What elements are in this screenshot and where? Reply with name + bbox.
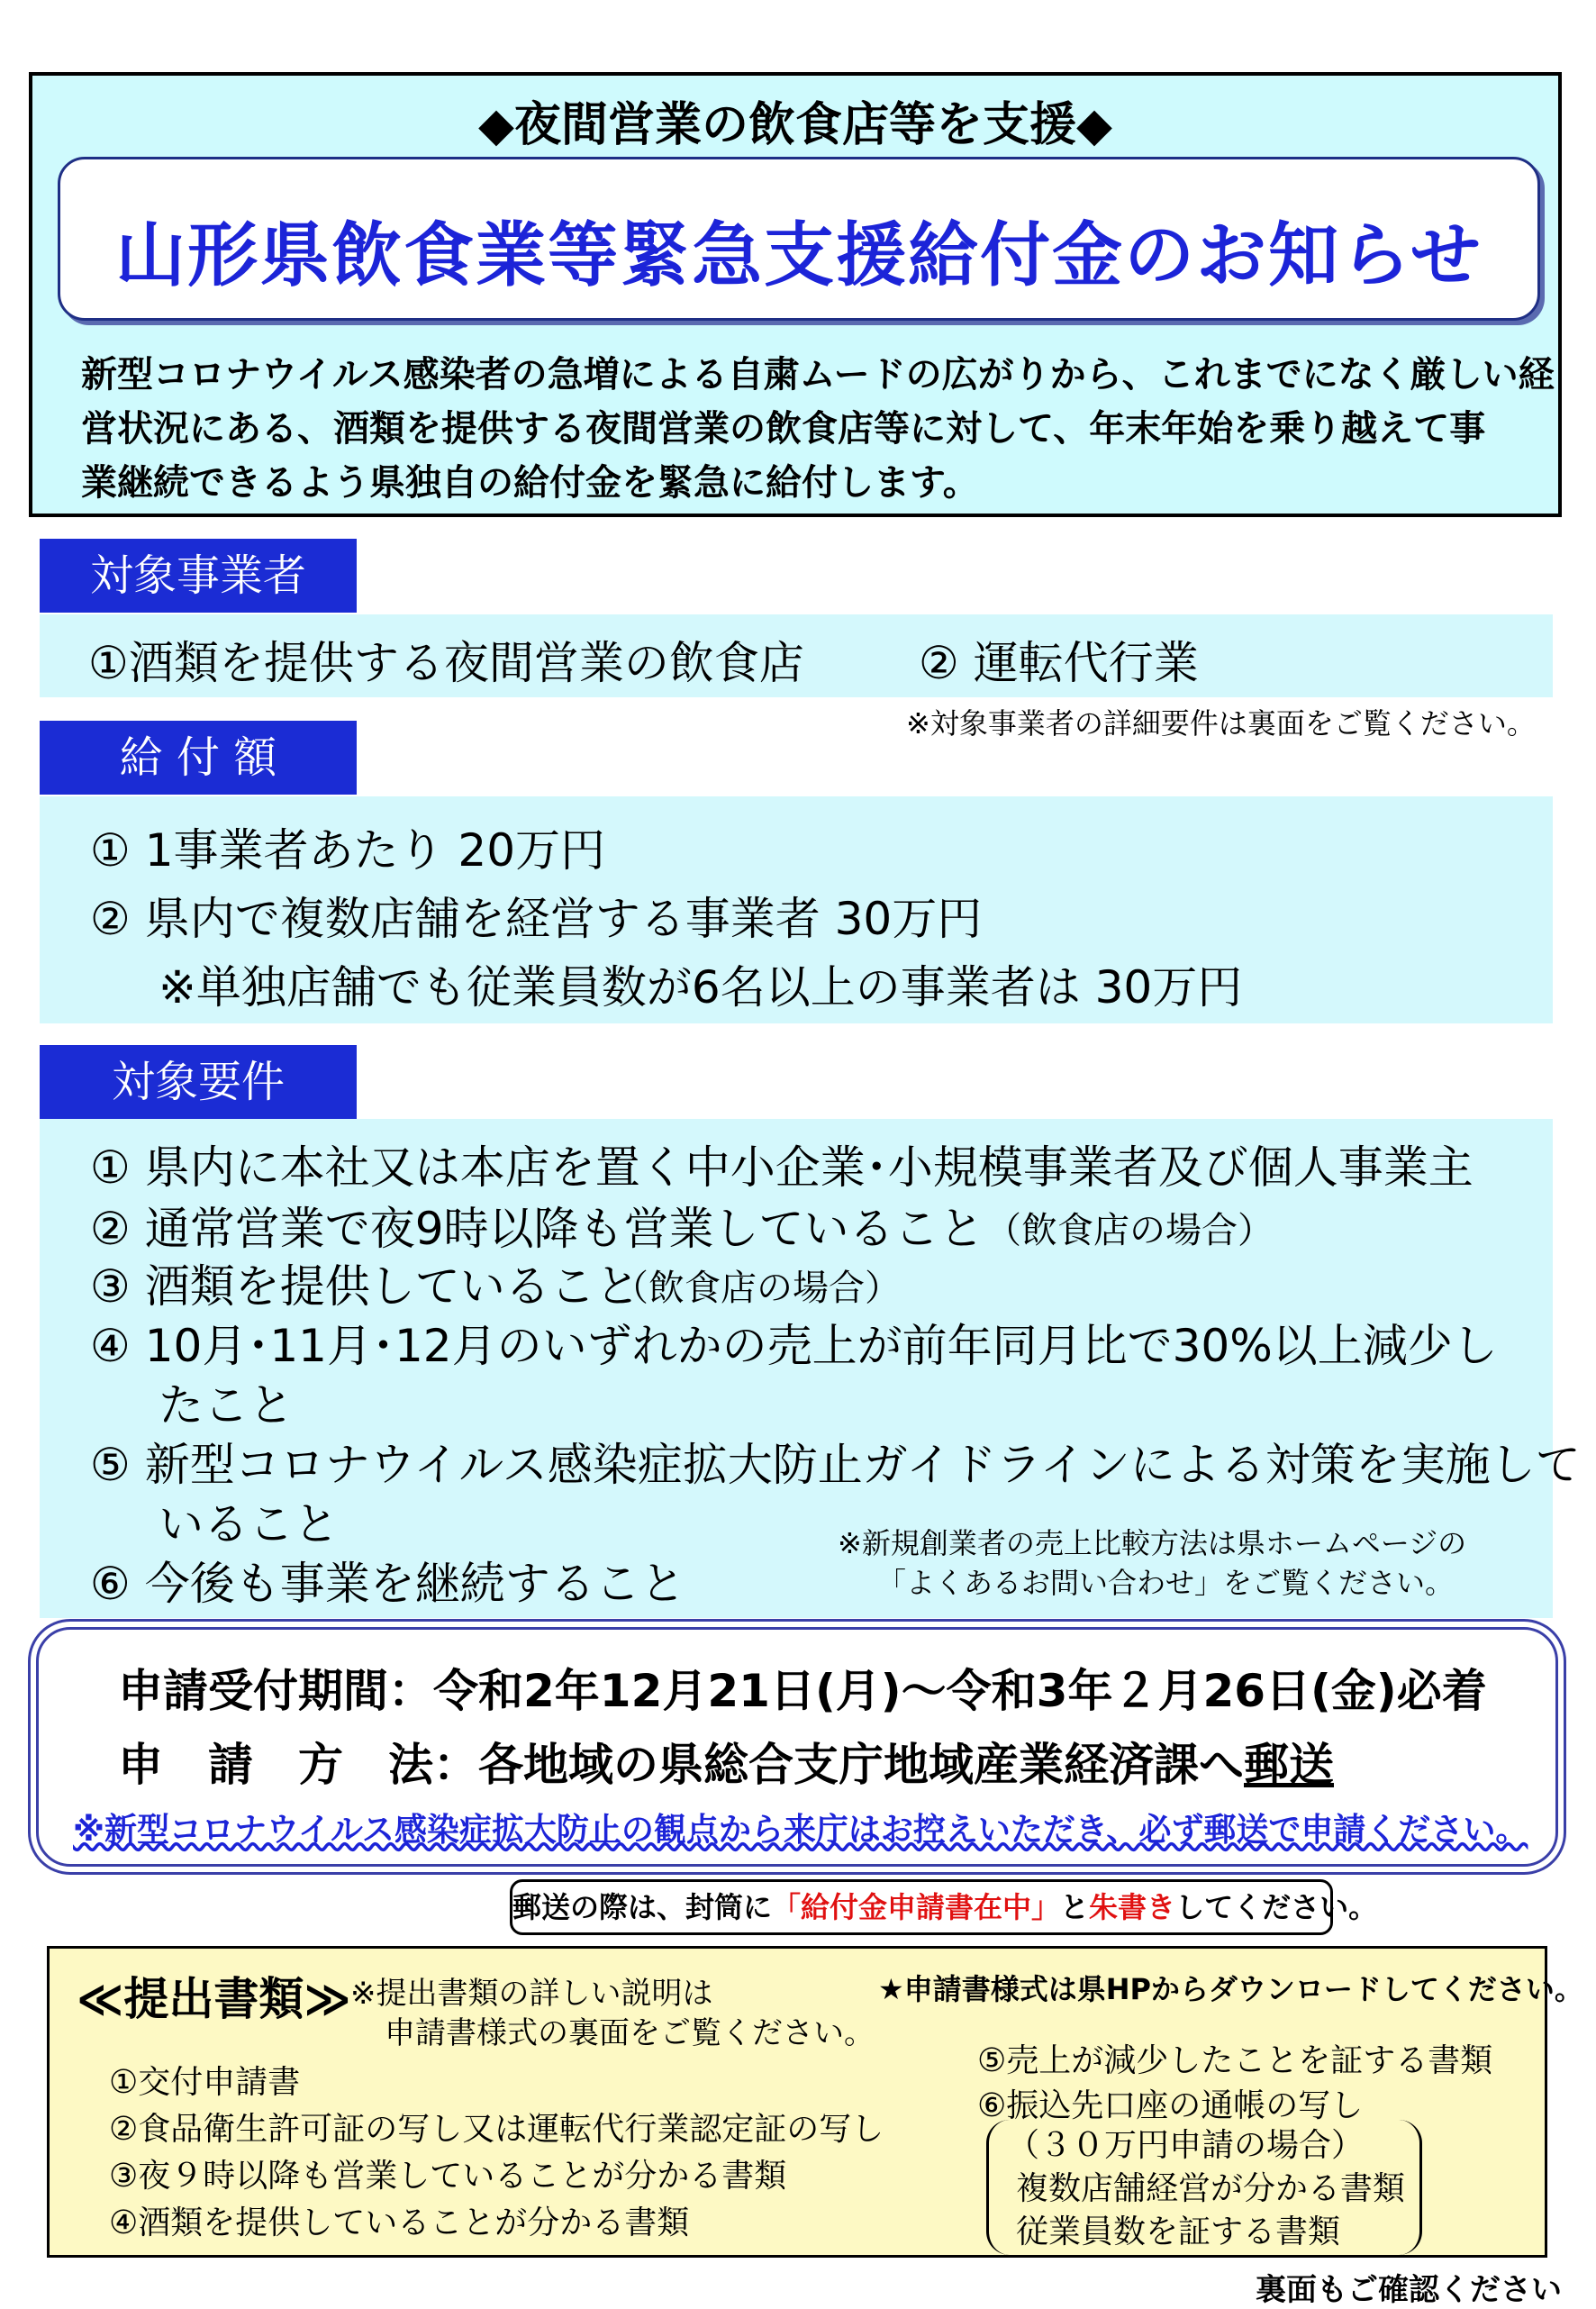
- title-box: [58, 157, 1540, 321]
- requirement-2: ② 通常営業で夜9時以降も営業していること: [90, 1203, 984, 1255]
- eligible-note: ※対象事業者の詳細要件は裏面をご覧ください。: [906, 706, 1536, 741]
- eligible-label: 対象事業者: [40, 539, 357, 613]
- document-group-bracket: [986, 2120, 1422, 2255]
- requirements-note-1: ※新規創業者の売上比較方法は県ホームページの: [838, 1526, 1467, 1560]
- document-item-2: ②食品衛生許可証の写し又は運転代行業認定証の写し: [109, 2111, 884, 2148]
- period-label: 申請受付期間: [118, 1665, 388, 1717]
- amount-line-2: ② 県内で複数店舗を経営する事業者 30万円: [90, 893, 983, 945]
- requirements-panel: [40, 1119, 1581, 1618]
- mail-note-middle: と: [1060, 1890, 1090, 1924]
- mail-note-before: 郵送の際は、封筒に: [512, 1890, 773, 1924]
- document-item-6: ⑥振込先口座の通帳の写し: [977, 2087, 1364, 2124]
- requirement-2-note: （飲食店の場合）: [985, 1210, 1274, 1251]
- requirement-3-note: （飲食店の場合）: [612, 1268, 901, 1309]
- back-note: 裏面もご確認ください: [1256, 2272, 1562, 2308]
- eligible-item-2: ② 運転代行業: [919, 637, 1199, 689]
- application-warning: ※新型コロナウイルス感染症拡大防止の観点から来庁はお控えいただき、必ず郵送で申請ください。: [73, 1812, 1528, 1849]
- header-box: [29, 72, 1562, 517]
- eligible-item-1: ①酒類を提供する夜間営業の飲食店: [88, 637, 804, 689]
- method-value: ：各地域の県総合支庁地域産業経済課へ: [433, 1739, 1244, 1791]
- header-subtitle: ◆夜間営業の飲食店等を支援◆: [478, 98, 1112, 152]
- document-group-item-1: 複数店舗経営が分かる書類: [1016, 2170, 1406, 2207]
- mail-note-red-2: 朱書き: [1089, 1890, 1176, 1924]
- period-value: ：令和2年12月21日(月)～令和3年２月26日(金)必着: [388, 1665, 1487, 1717]
- intro-line-2: 営状況にある、酒類を提供する夜間営業の飲食店等に対して、年末年始を乗り越えて事: [81, 408, 1486, 450]
- requirement-4-cont: たこと: [159, 1379, 294, 1432]
- mail-note-red-1: 「給付金申請書在中」: [772, 1890, 1061, 1924]
- documents-title: ≪提出書類≫: [77, 1973, 351, 2025]
- mail-note-after: してください。: [1175, 1890, 1378, 1924]
- requirement-4: ④ 10月･11月･12月のいずれかの売上が前年同月比で30%以上減少し: [90, 1320, 1498, 1372]
- method-label: 申 請 方 法: [118, 1739, 433, 1791]
- documents-box: [47, 1946, 1583, 2258]
- method-emphasis: 郵送: [1244, 1739, 1334, 1791]
- page-title: 山形県飲食業等緊急支援給付金のお知らせ: [115, 215, 1483, 296]
- amount-line-1: ① 1事業者あたり 20万円: [90, 824, 606, 877]
- requirements-note-2: 「よくあるお問い合わせ」をご覧ください。: [877, 1566, 1455, 1600]
- document-item-1: ①交付申請書: [109, 2064, 301, 2101]
- eligible-panel: [40, 614, 1553, 697]
- application-period: [118, 1655, 1487, 1720]
- amount-line-3: ※単独店舗でも従業員数が6名以上の事業者は 30万円: [159, 961, 1243, 1014]
- intro-line-1: 新型コロナウイルス感染者の急増による自粛ムードの広がりから、これまでになく厳しい経: [81, 354, 1555, 395]
- document-group-item-2: 従業員数を証する書類: [1016, 2214, 1341, 2250]
- requirement-1: ① 県内に本社又は本店を置く中小企業･小規模事業者及び個人事業主: [90, 1141, 1474, 1194]
- requirement-3: ③ 酒類を提供していること: [90, 1260, 640, 1313]
- documents-note-1: ※提出書類の詳しい説明は: [350, 1976, 713, 2012]
- application-method: [118, 1729, 1334, 1794]
- document-item-5: ⑤売上が減少したことを証する書類: [977, 2042, 1493, 2079]
- document-item-3: ③夜９時以降も営業していることが分かる書類: [109, 2158, 787, 2195]
- document-item-4: ④酒類を提供していることが分かる書類: [109, 2204, 690, 2241]
- requirement-5-cont: いること: [159, 1498, 339, 1550]
- documents-hp-note: ★申請書様式は県HPからダウンロードしてください。: [878, 1972, 1583, 2006]
- requirement-5: ⑤ 新型コロナウイルス感染症拡大防止ガイドラインによる対策を実施して: [90, 1439, 1581, 1491]
- mail-note: [510, 1879, 1378, 1935]
- amount-panel: [40, 796, 1553, 1023]
- intro-line-3: 業継続できるよう県独自の給付金を緊急に給付します。: [81, 462, 979, 504]
- application-box: [36, 1627, 1558, 1867]
- amount-label: 給 付 額: [40, 721, 357, 795]
- documents-note-2: 申請書様式の裏面をご覧ください。: [385, 2015, 875, 2051]
- requirements-label: 対象要件: [40, 1045, 357, 1119]
- document-group-heading: （３０万円申請の場合）: [1007, 2127, 1365, 2164]
- requirement-6: ⑥ 今後も事業を継続すること: [90, 1558, 685, 1610]
